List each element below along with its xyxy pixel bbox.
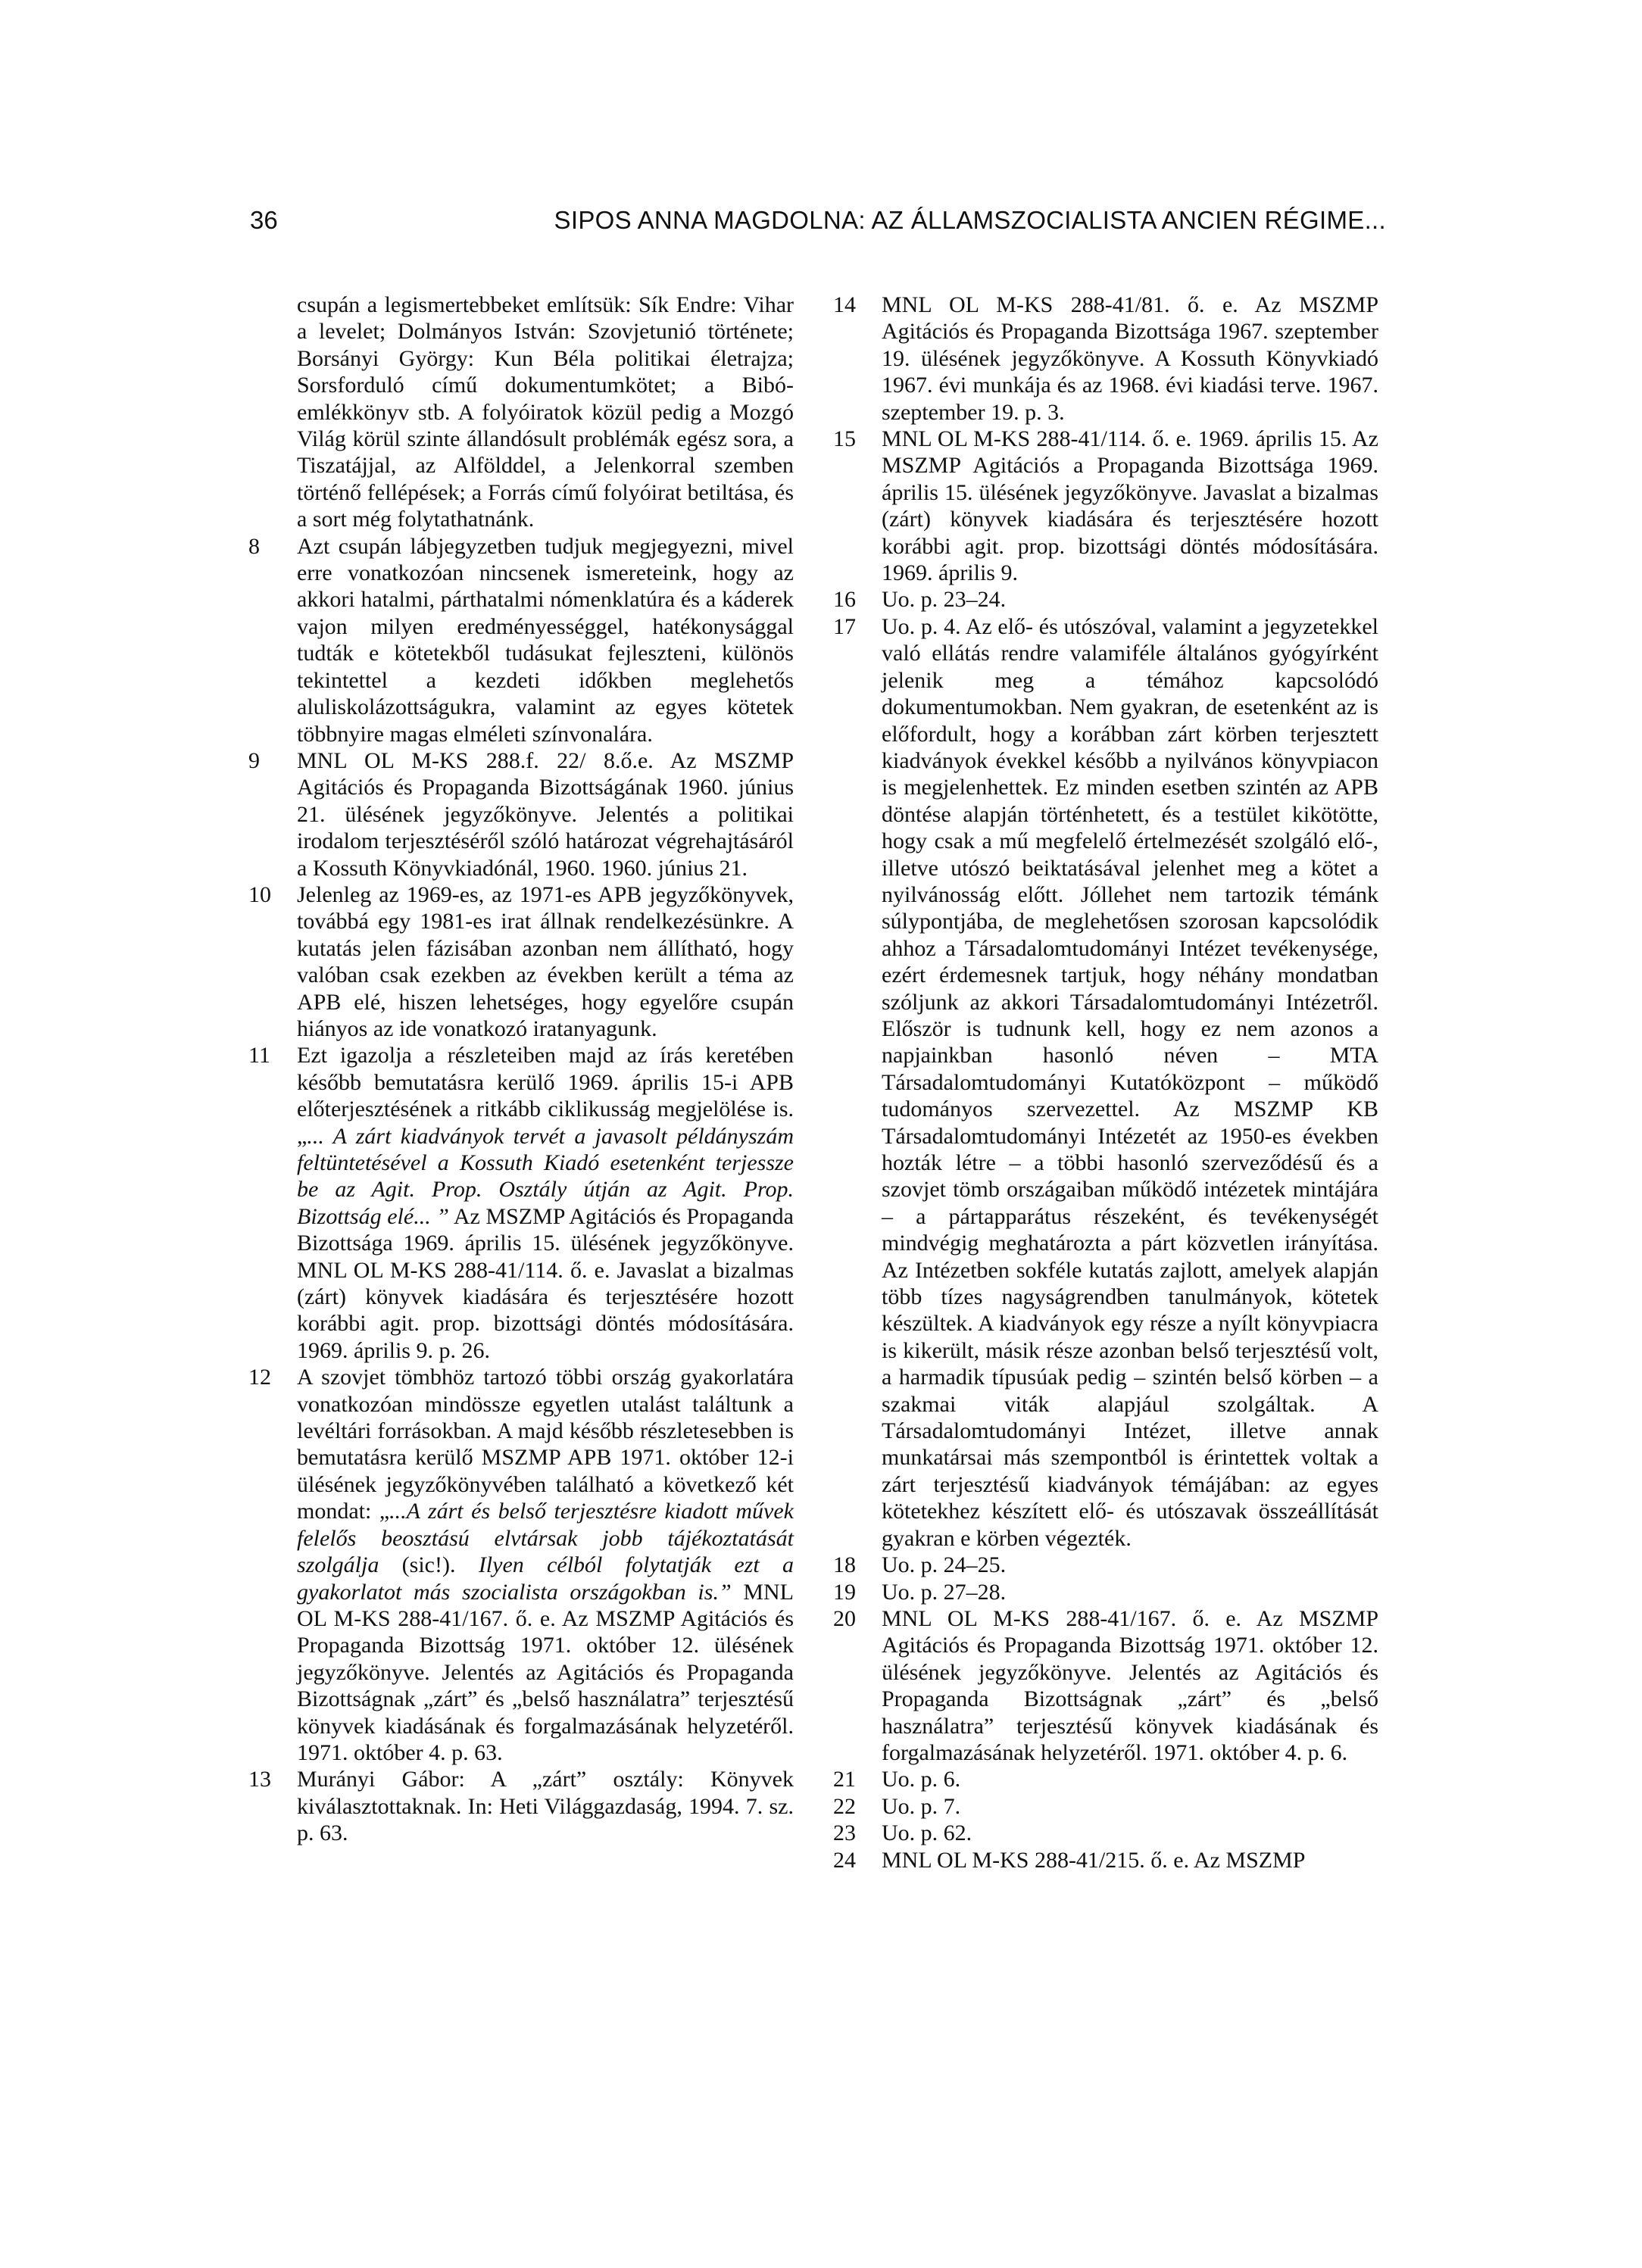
footnote-23 [833, 1820, 1378, 1846]
footnote-text: Jelenleg az 1969-es, az 1971-es APB jegyzőkönyvek, továbbá egy 1981-es irat állnak rendelkezésünkre. A kutatás jelen fázisában azonban nem állítható, hogy valóban csak ezekben az években került a téma az APB elé, hiszen lehetséges, hogy egyelőre csupán hiányos az ide vonatkozó iratanyagunk. [297, 881, 794, 1041]
running-title: SIPOS ANNA MAGDOLNA: AZ ÁLLAMSZOCIALISTA ANCIEN RÉGIME... [554, 206, 1386, 234]
footnote-number: 14 [833, 292, 856, 317]
footnote-20 [833, 1605, 1378, 1766]
footnote-12 [248, 1364, 794, 1766]
footnote-text: Azt csupán lábjegyzetben tudjuk megjegyezni, mivel erre vonatkozóan nincsenek ismereteink, hogy az akkori hatalmi, párthatalmi nómenklatúra és a káderek vajon milyen eredményességgel, hatékonysággal tudták e kötetekből tudásukat fejleszteni, különös tekintettel a kezdeti időkben meglehetős aluliskolázottságukra, valamint az egyes kötetek többnyire magas elméleti színvonalára. [297, 533, 794, 747]
right-column [833, 292, 1378, 1873]
footnote-quote-2: Ilyen célból folytatják ezt a gyakorlatot más szocialista országokban is.” [297, 1552, 794, 1605]
footnote-text: Uo. p. 24–25. [882, 1552, 1007, 1578]
footnote-14 [833, 292, 1378, 426]
footnote-21 [833, 1766, 1378, 1792]
footnote-text: MNL OL M-KS 288-41/81. ő. e. Az MSZMP Agitációs és Propaganda Bizottsága 1967. szeptember 19. ülésének jegyzőkönyve. A Kossuth Könyvkiadó 1967. évi munkája és az 1968. évi kiadási terve. 1967. szeptember 19. p. 3. [882, 292, 1378, 425]
footnote-15 [833, 426, 1378, 586]
footnote-text-pre: A szovjet tömbhöz tartozó többi ország gyakorlatára vonatkozóan mindössze egyetlen utalást találtunk a levéltári forrásokban. A majd később részletesebben is bemutatásra kerülő MSZMP APB 1971. október 12-i ülésének jegyzőkönyvében található a következő két mondat: „ [297, 1365, 794, 1524]
footnote-text: Uo. p. 7. [882, 1793, 961, 1819]
footnote-number: 8 [248, 533, 260, 559]
footnote-number: 20 [833, 1605, 856, 1631]
footnote-number: 23 [833, 1820, 856, 1846]
footnote-number: 10 [248, 881, 271, 907]
footnote-number: 16 [833, 587, 856, 613]
footnote-number: 9 [248, 747, 260, 773]
footnote-text: MNL OL M-KS 288-41/114. ő. e. 1969. április 15. Az MSZMP Agitációs a Propaganda Bizottsága 1969. április 15. ülésének jegyzőkönyve. Javaslat a bizalmas (zárt) könyvek kiadására és terjesztésére hozott korábbi agit. prop. bizottsági döntés módosítására. 1969. április 9. [882, 426, 1378, 586]
footnote-number: 18 [833, 1552, 856, 1578]
page-number: 36 [250, 206, 278, 234]
footnote-number: 24 [833, 1847, 856, 1873]
footnote-quote: ... A zárt kiadványok tervét a javasolt példányszám feltüntetésével a Kossuth Kiadó esetenként terjessze be az Agit. Prop. Osztály útján az Agit. Prop. Bizottság elé... ” [297, 1123, 794, 1229]
footnote-text-post: Az MSZMP Agitációs és Propaganda Bizottsága 1969. április 15. ülésének jegyzőkönyve. MNL OL M-KS 288-41/114. ő. e. Javaslat a bizalmas (zárt) könyvek kiadására és terjesztésére hozott korábbi agit. prop. bizottsági döntés módosítására. 1969. április 9. p. 26. [297, 1203, 794, 1363]
footnote-text: Uo. p. 62. [882, 1820, 972, 1846]
footnote-text: Uo. p. 4. Az elő- és utószóval, valamint a jegyzetekkel való ellátás rendre valamiféle általános gyógyírként jelenik meg a témához kapcsolódó dokumentumokban. Nem gyakran, de esetenként az is előfordult, hogy a korábban zárt körben terjesztett kiadványok évekkel később a nyilvános könyvpiacon is megjelenhettek. Ez minden esetben szintén az APB döntése alapján történhetett, és a testület kikötötte, hogy csak a mű megfelelő értelmezését szolgáló elő-, illetve utószó beiktatásával jelenhet meg a kötet a nyilvánosság előtt. Jóllehet nem tartozik témánk súlypontjába, de meglehetősen szorosan kapcsolódik ahhoz a Társadalomtudományi Intézet tevékenysége, ezért érdemesnek tartjuk, hogy néhány mondatban szóljunk az akkori Társadalomtudományi Intézetről. Először is tudnunk kell, hogy ez nem azonos a napjainkban hasonló néven – MTA Társadalomtudományi Kutatóközpont – működő tudományos szervezettel. Az MSZMP KB Társadalomtudományi Intézetét az 1950-es években hozták létre – a többi hasonló szerveződésű és a szovjet tömb országaiban működő intézetek mintájára – a pártapparátus részeként, és tevékenységét mindvégig meghatározta a párt közvetlen irányítása. Az Intézetben sokféle kutatás zajlott, amelyek alapján több tízes nagyságrendben tanulmányok, kötetek készültek. A kiadványok egy része a nyílt könyvpiacra is kikerült, másik része azonban belső terjesztésű volt, a harmadik típusúak pedig – szintén belső körben – a szakmai viták alapjául szolgáltak. A Társadalomtudományi Intézet, illetve annak munkatársai más szempontból is érintettek voltak a zárt terjesztésű kiadványok témájában: az egyes kötetekhez készített elő- és utószavak összeállítását gyakran e körben végezték. [882, 613, 1378, 1551]
footnote-13 [248, 1766, 794, 1846]
footnote-number: 17 [833, 613, 856, 639]
footnote-9 [248, 747, 794, 881]
footnote-number: 22 [833, 1793, 856, 1819]
footnote-text: Uo. p. 23–24. [882, 587, 1007, 613]
footnote-10 [248, 881, 794, 1042]
footnote-18 [833, 1552, 1378, 1578]
page-header [250, 198, 1386, 244]
footnote-number: 19 [833, 1579, 856, 1605]
footnote-text: Murányi Gábor: A „zárt” osztály: Könyvek kiválasztottaknak. In: Heti Világgazdaság, 1994. 7. sz. p. 63. [297, 1767, 794, 1846]
footnote-number: 21 [833, 1767, 856, 1792]
footnote-text: Uo. p. 6. [882, 1767, 961, 1792]
footnote-continuation: csupán a legismertebbeket említsük: Sík Endre: Vihar a levelet; Dolmányos István: Szovjetunió története; Borsányi György: Kun Béla politikai életrajza; Sorsforduló című dokumentumkötet; a Bibó-emlékkönyv stb. A folyóiratok közül pedig a Mozgó Világ körül szinte állandósult problémák egész sora, a Tiszatájjal, az Alfölddel, a Jelenkorral szemben történő fellépések; a Forrás című folyóirat betiltása, és a sort még folytathatnánk. [297, 292, 794, 532]
footnote-number: 13 [248, 1767, 271, 1792]
footnote-16 [833, 586, 1378, 613]
footnote-quote: ...A zárt és belső terjesztésre kiadott művek felelős beosztású elvtársak jobb tájékoztatását szolgálja [297, 1499, 794, 1578]
footnote-text: MNL OL M-KS 288-41/215. ő. e. Az MSZMP [882, 1847, 1306, 1873]
footnote-24 [833, 1847, 1378, 1873]
footnote-text: MNL OL M-KS 288-41/167. ő. e. Az MSZMP Agitációs és Propaganda Bizottság 1971. október 12. ülésének jegyzőkönyve. Jelentés az Agitációs és Propaganda Bizottságnak „zárt” és „belső használatra” terjesztésű könyvek kiadásának és forgalmazásának helyzetéről. 1971. október 4. p. 6. [882, 1605, 1378, 1765]
footnote-text: MNL OL M-KS 288.f. 22/ 8.ő.e. Az MSZMP Agitációs és Propaganda Bizottságának 1960. június 21. ülésének jegyzőkönyve. Jelentés a politikai irodalom terjesztéséről szóló határozat végrehajtásáról a Kossuth Könyvkiadónál, 1960. 1960. június 21. [297, 747, 794, 881]
footnote-text [297, 1043, 794, 1362]
footnote-19 [833, 1579, 1378, 1605]
footnote-text-mid: (sic!). [379, 1552, 479, 1578]
footnote-22 [833, 1793, 1378, 1820]
footnote-17 [833, 613, 1378, 1552]
footnote-text: Uo. p. 27–28. [882, 1579, 1007, 1605]
footnote-text [297, 1365, 794, 1765]
footnote-number: 15 [833, 426, 856, 452]
left-column [248, 292, 794, 1847]
footnote-text-pre: Ezt igazolja a részleteiben majd az írás keretében később bemutatásra kerülő 1969. április 15-i APB előterjesztésének a ritkább ciklikusság megjelölése is. „ [297, 1043, 794, 1149]
footnote-number: 11 [248, 1043, 270, 1068]
footnote-text-post: MNL OL M-KS 288-41/167. ő. e. Az MSZMP Agitációs és Propaganda Bizottság 1971. október 12. ülésének jegyzőkönyve. Jelentés az Agitációs és Propaganda Bizottságnak „zárt” és „belső használatra” terjesztésű könyvek kiadásának és forgalmazásának helyzetéről. 1971. október 4. p. 63. [297, 1579, 794, 1765]
footnote-8 [248, 533, 794, 747]
footnote-11 [248, 1042, 794, 1364]
footnote-number: 12 [248, 1365, 271, 1390]
